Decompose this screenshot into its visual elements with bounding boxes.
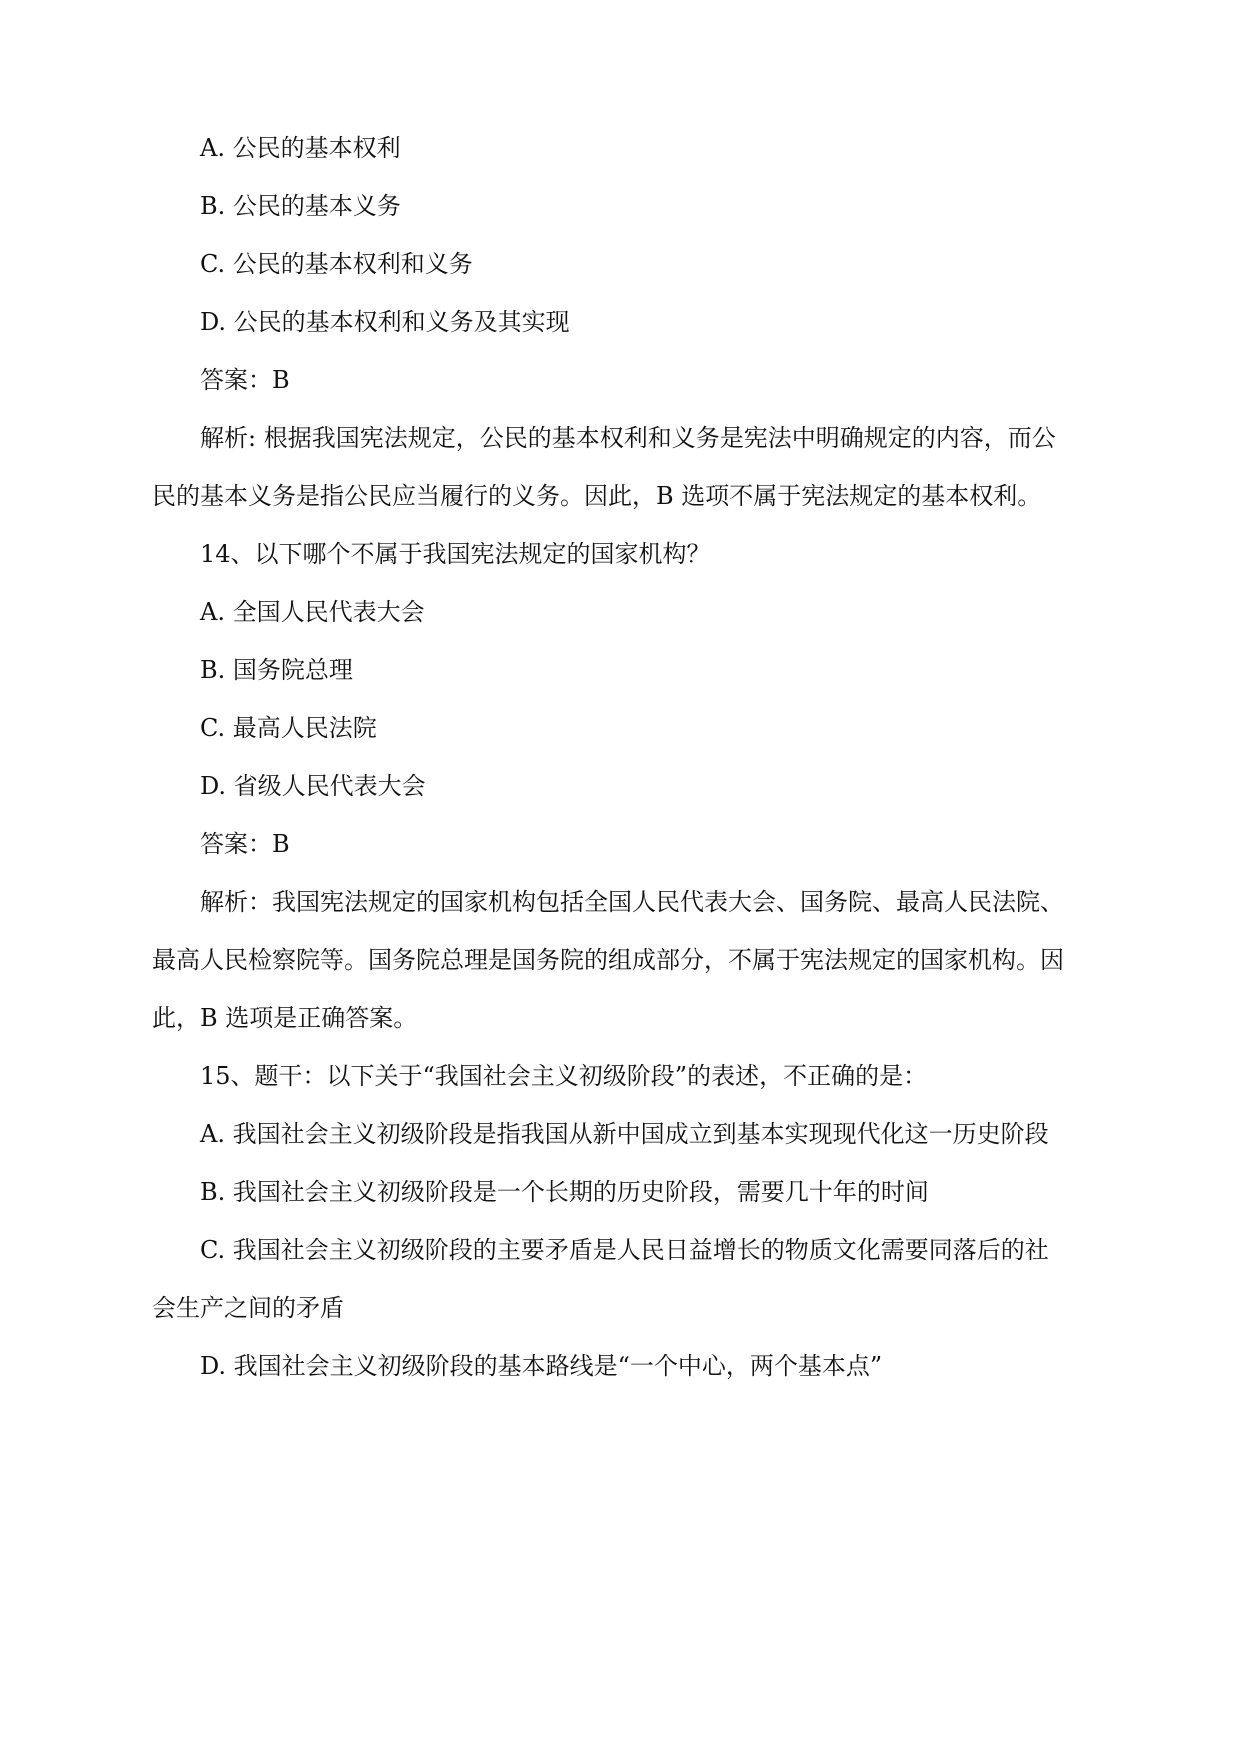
q15-option-c-line1: C. 我国社会主义初级阶段的主要矛盾是人民日益增长的物质文化需要同落后的社 (200, 1236, 1049, 1264)
q13-answer: 答案：B (200, 366, 290, 394)
q15-option-b: B. 我国社会主义初级阶段是一个长期的历史阶段，需要几十年的时间 (200, 1178, 929, 1206)
q14-option-d: D. 省级人民代表大会 (200, 772, 426, 800)
q13-analysis-line2: 民的基本义务是指公民应当履行的义务。因此，B 选项不属于宪法规定的基本权利。 (152, 482, 1042, 510)
q13-option-a: A. 公民的基本权利 (200, 134, 401, 162)
q13-analysis-line1: 解析: 根据我国宪法规定，公民的基本权利和义务是宪法中明确规定的内容，而公 (200, 424, 1056, 452)
q13-option-b: B. 公民的基本义务 (200, 192, 401, 220)
q14-analysis-line1: 解析：我国宪法规定的国家机构包括全国人民代表大会、国务院、最高人民法院、 (200, 888, 1064, 916)
q15-question: 15、题干：以下关于“我国社会主义初级阶段”的表述，不正确的是： (200, 1062, 928, 1090)
q13-option-d: D. 公民的基本权利和义务及其实现 (200, 308, 570, 336)
q15-option-c-line2: 会生产之间的矛盾 (152, 1294, 344, 1322)
q14-analysis-line2: 最高人民检察院等。国务院总理是国务院的组成部分，不属于宪法规定的国家机构。因 (152, 946, 1064, 974)
q14-analysis-line3: 此，B 选项是正确答案。 (152, 1004, 418, 1032)
q14-option-b: B. 国务院总理 (200, 656, 353, 684)
q15-option-d: D. 我国社会主义初级阶段的基本路线是“一个中心，两个基本点” (200, 1352, 883, 1380)
q15-option-a: A. 我国社会主义初级阶段是指我国从新中国成立到基本实现现代化这一历史阶段 (200, 1120, 1049, 1148)
q14-option-c: C. 最高人民法院 (200, 714, 377, 742)
q14-question: 14、以下哪个不属于我国宪法规定的国家机构？ (200, 540, 711, 568)
q14-answer: 答案：B (200, 830, 290, 858)
q13-option-c: C. 公民的基本权利和义务 (200, 250, 473, 278)
q14-option-a: A. 全国人民代表大会 (200, 598, 425, 626)
